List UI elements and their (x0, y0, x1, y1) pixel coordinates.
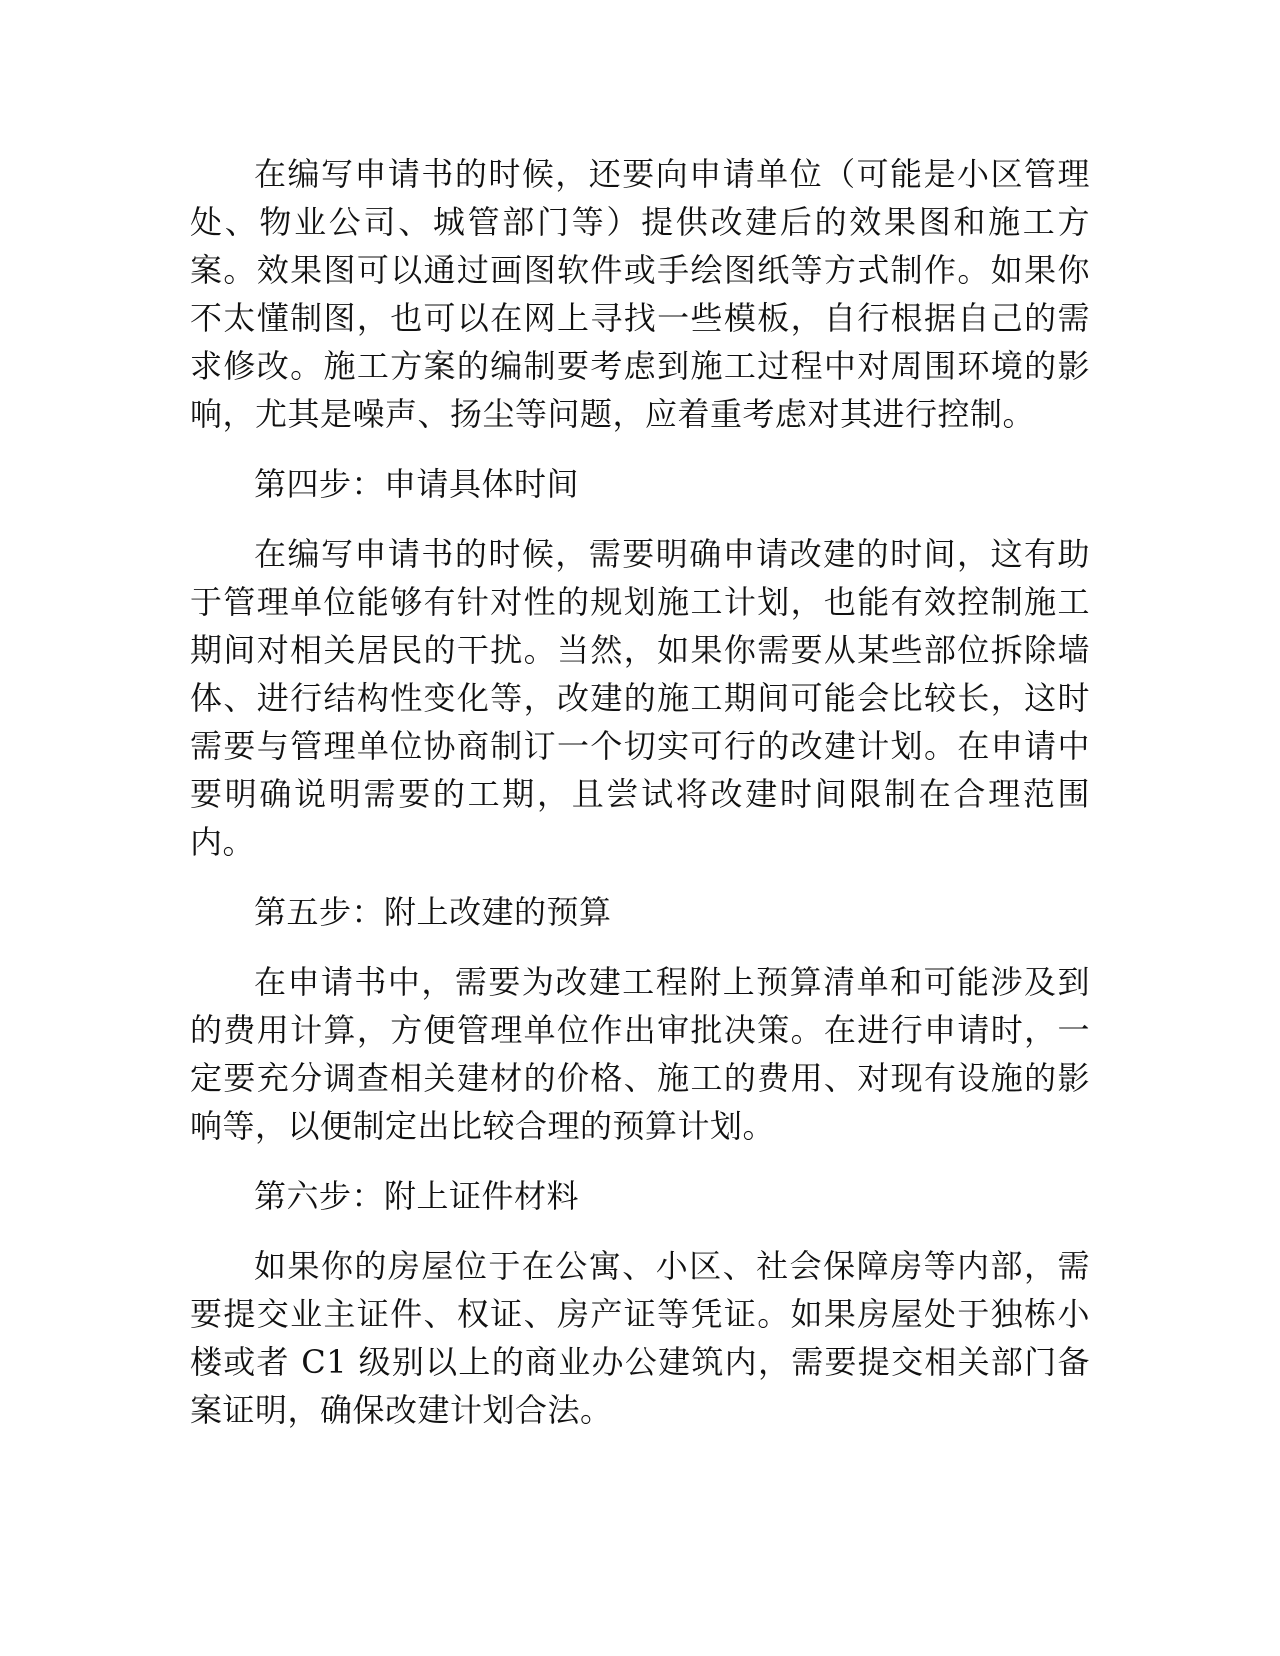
paragraph-certificates: 如果你的房屋位于在公寓、小区、社会保障房等内部，需要提交业主证件、权证、房产证等凭证。如果房屋处于独栋小楼或者 C1 级别以上的商业办公建筑内，需要提交相关部门备案证明，确保改建计划合法。 (190, 1247, 1090, 1429)
paragraph-effect-drawing: 在编写申请书的时候，还要向申请单位（可能是小区管理处、物业公司、城管部门等）提供改建后的效果图和施工方案。效果图可以通过画图软件或手绘图纸等方式制作。如果你不太懂制图，也可以在网上寻找一些模板，自行根据自己的需求修改。施工方案的编制要考虑到施工过程中对周围环境的影响，尤其是噪声、扬尘等问题，应着重考虑对其进行控制。 (190, 155, 1090, 433)
heading-step-four: 第四步：申请具体时间 (254, 465, 580, 503)
heading-step-six: 第六步：附上证件材料 (254, 1177, 580, 1215)
document-page (190, 150, 1090, 1456)
paragraph-budget: 在申请书中，需要为改建工程附上预算清单和可能涉及到的费用计算，方便管理单位作出审批决策。在进行申请时，一定要充分调查相关建材的价格、施工的费用、对现有设施的影响等，以便制定出比较合理的预算计划。 (190, 963, 1090, 1145)
heading-step-five: 第五步：附上改建的预算 (254, 893, 612, 931)
paragraph-application-time: 在编写申请书的时候，需要明确申请改建的时间，这有助于管理单位能够有针对性的规划施工计划，也能有效控制施工期间对相关居民的干扰。当然，如果你需要从某些部位拆除墙体、进行结构性变化等，改建的施工期间可能会比较长，这时需要与管理单位协商制订一个切实可行的改建计划。在申请中要明确说明需要的工期，且尝试将改建时间限制在合理范围内。 (190, 535, 1090, 861)
